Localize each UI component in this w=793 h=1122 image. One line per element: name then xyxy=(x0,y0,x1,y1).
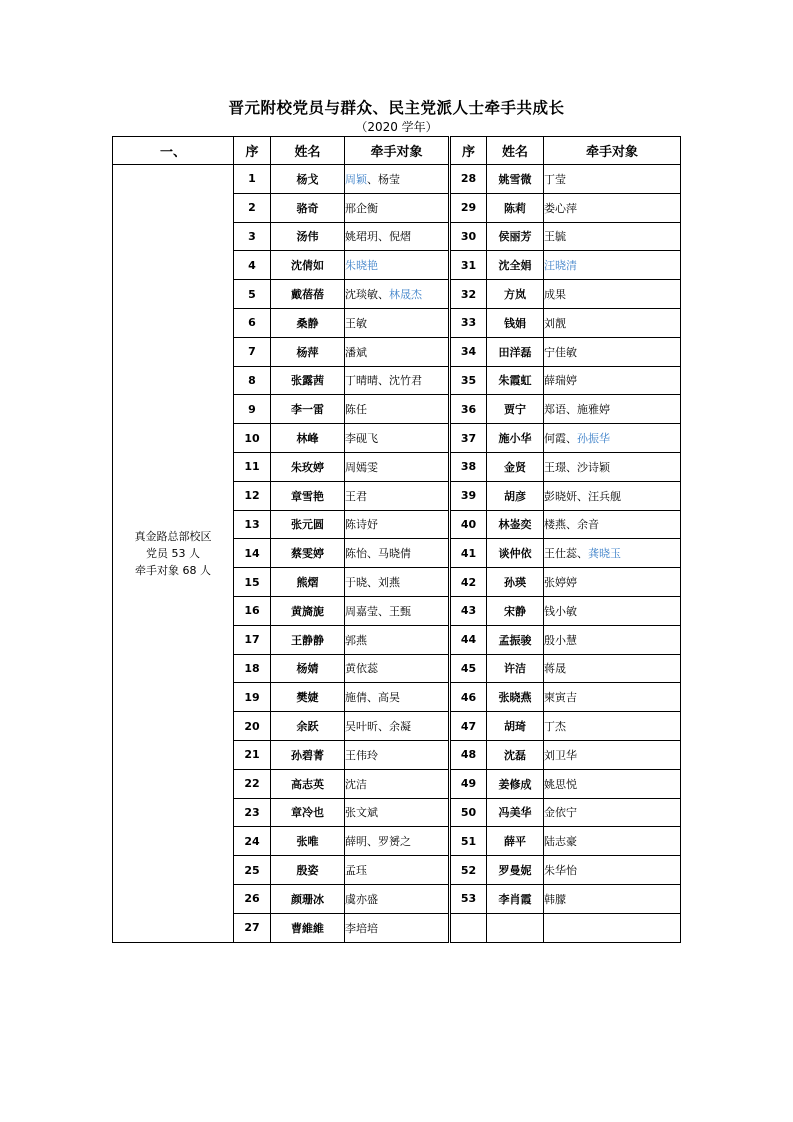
member-name: 颜珊冰 xyxy=(271,884,345,913)
serial-number: 13 xyxy=(234,510,271,539)
member-name: 谈仲依 xyxy=(487,539,544,568)
partner-name: 刘卫华 xyxy=(544,748,577,762)
member-name: 杨戈 xyxy=(271,165,345,194)
member-name: 陈莉 xyxy=(487,193,544,222)
partner-name: 汪晓清 xyxy=(544,259,577,273)
partner-name: 李培培 xyxy=(345,921,378,935)
partners-cell xyxy=(345,452,450,481)
partners-cell xyxy=(544,568,681,597)
serial-number: 30 xyxy=(450,222,487,251)
member-name: 胡彦 xyxy=(487,481,544,510)
partner-name: 丁杰 xyxy=(544,720,566,734)
partner-name: 成果 xyxy=(544,288,566,302)
table-row xyxy=(113,165,681,194)
serial-number: 41 xyxy=(450,539,487,568)
partner-name: 姚珺玥、倪熠 xyxy=(345,230,411,244)
partner-name: 柬寅吉 xyxy=(544,691,577,705)
campus-summary-line: 党员 53 人 xyxy=(146,546,200,560)
partner-name: 楼燕、余音 xyxy=(544,518,599,532)
partner-name: 沈洁 xyxy=(345,777,367,791)
partners-cell xyxy=(345,280,450,309)
partners-cell xyxy=(544,798,681,827)
member-name: 方岚 xyxy=(487,280,544,309)
member-name: 杨婧 xyxy=(271,654,345,683)
member-name: 薛平 xyxy=(487,827,544,856)
partner-name: 丁莹 xyxy=(544,172,566,186)
partner-name: 、杨莹 xyxy=(367,172,400,186)
partners-cell xyxy=(544,222,681,251)
serial-number: 31 xyxy=(450,251,487,280)
member-name: 贾宁 xyxy=(487,395,544,424)
serial-number: 29 xyxy=(450,193,487,222)
partners-cell xyxy=(544,683,681,712)
column-header-name: 姓名 xyxy=(271,137,345,165)
serial-number: 37 xyxy=(450,424,487,453)
partners-cell xyxy=(345,712,450,741)
partners-cell xyxy=(345,366,450,395)
partner-name: 吴叶昕、余凝 xyxy=(345,720,411,734)
serial-number: 12 xyxy=(234,481,271,510)
serial-number: 20 xyxy=(234,712,271,741)
serial-number: 5 xyxy=(234,280,271,309)
serial-number: 28 xyxy=(450,165,487,194)
partners-cell xyxy=(544,481,681,510)
partner-name: 李砚飞 xyxy=(345,432,378,446)
partners-cell xyxy=(345,337,450,366)
member-name: 李肖霞 xyxy=(487,884,544,913)
partner-name: 王仕蕊、 xyxy=(544,547,588,561)
campus-summary-line: 真金路总部校区 xyxy=(134,529,212,543)
partner-name: 林晟杰 xyxy=(389,288,422,302)
partners-cell xyxy=(544,337,681,366)
partners-cell xyxy=(345,596,450,625)
member-name: 姜修成 xyxy=(487,769,544,798)
member-name: 殷姿 xyxy=(271,856,345,885)
partner-name: 周嫣雯 xyxy=(345,460,378,474)
serial-number: 10 xyxy=(234,424,271,453)
partner-name: 郭燕 xyxy=(345,633,367,647)
serial-number: 8 xyxy=(234,366,271,395)
partners-cell xyxy=(345,654,450,683)
partner-name: 张婷婷 xyxy=(544,576,577,590)
partners-cell xyxy=(544,740,681,769)
partners-cell xyxy=(544,395,681,424)
partner-name: 陆志豪 xyxy=(544,835,577,849)
serial-number: 36 xyxy=(450,395,487,424)
partners-cell xyxy=(345,625,450,654)
partners-cell xyxy=(544,251,681,280)
column-header-section: 一、 xyxy=(113,137,234,165)
partner-name: 陈诗妤 xyxy=(345,518,378,532)
partners-cell xyxy=(544,654,681,683)
partners-cell xyxy=(345,308,450,337)
partner-name: 薛瑞婷 xyxy=(544,374,577,388)
partners-cell xyxy=(345,856,450,885)
serial-number: 21 xyxy=(234,740,271,769)
member-name: 蔡雯婷 xyxy=(271,539,345,568)
serial-number: 24 xyxy=(234,827,271,856)
member-name: 孙瑛 xyxy=(487,568,544,597)
partner-name: 蒋晟 xyxy=(544,662,566,676)
member-name: 罗曼妮 xyxy=(487,856,544,885)
partner-name: 钱小敏 xyxy=(544,604,577,618)
partners-cell xyxy=(345,798,450,827)
member-name: 戴蓓蓓 xyxy=(271,280,345,309)
partners-cell xyxy=(345,568,450,597)
member-name: 林崟奕 xyxy=(487,510,544,539)
member-name: 桑静 xyxy=(271,308,345,337)
member-name: 林峰 xyxy=(271,424,345,453)
partner-name: 彭晓妍、汪兵舰 xyxy=(544,489,621,503)
partners-cell xyxy=(345,539,450,568)
member-name: 樊婕 xyxy=(271,683,345,712)
member-name: 章冷也 xyxy=(271,798,345,827)
serial-number: 39 xyxy=(450,481,487,510)
member-name: 张元圆 xyxy=(271,510,345,539)
partners-cell xyxy=(345,683,450,712)
serial-number: 27 xyxy=(234,913,271,942)
partners-cell xyxy=(345,395,450,424)
partners-cell xyxy=(345,913,450,942)
campus-summary-line: 牵手对象 68 人 xyxy=(135,563,211,577)
member-name: 张唯 xyxy=(271,827,345,856)
partner-name: 周嘉莹、王甄 xyxy=(345,604,411,618)
partner-name: 金依宁 xyxy=(544,806,577,820)
member-name: 沈倩如 xyxy=(271,251,345,280)
serial-number: 26 xyxy=(234,884,271,913)
serial-number: 43 xyxy=(450,596,487,625)
column-header-name: 姓名 xyxy=(487,137,544,165)
partner-name: 薛明、罗赟之 xyxy=(345,835,411,849)
partner-name: 王毓 xyxy=(544,230,566,244)
partners-cell xyxy=(544,539,681,568)
serial-number: 52 xyxy=(450,856,487,885)
table-header-row xyxy=(113,137,681,165)
member-name: 张晓燕 xyxy=(487,683,544,712)
member-name: 朱玫婷 xyxy=(271,452,345,481)
partners-cell xyxy=(345,827,450,856)
member-name: 冯美华 xyxy=(487,798,544,827)
member-name: 胡琦 xyxy=(487,712,544,741)
member-name: 骆奇 xyxy=(271,193,345,222)
column-header-partners: 牵手对象 xyxy=(345,137,450,165)
partner-name: 王君 xyxy=(345,489,367,503)
partner-name: 于晓、刘燕 xyxy=(345,576,400,590)
member-name: 孙碧菁 xyxy=(271,740,345,769)
partners-cell xyxy=(345,424,450,453)
serial-number: 23 xyxy=(234,798,271,827)
partners-cell xyxy=(544,625,681,654)
partner-name: 张文斌 xyxy=(345,806,378,820)
page-title: 晋元附校党员与群众、民主党派人士牵手共成长 xyxy=(228,99,565,117)
column-header-no: 序 xyxy=(234,137,271,165)
member-name: 熊熠 xyxy=(271,568,345,597)
member-name: 侯丽芳 xyxy=(487,222,544,251)
member-name: 汤伟 xyxy=(271,222,345,251)
serial-number: 46 xyxy=(450,683,487,712)
serial-number: 1 xyxy=(234,165,271,194)
serial-number: 17 xyxy=(234,625,271,654)
partner-name: 殷小慧 xyxy=(544,633,577,647)
serial-number: 7 xyxy=(234,337,271,366)
partner-name: 韩朦 xyxy=(544,892,566,906)
partner-name: 刘靓 xyxy=(544,316,566,330)
serial-number: 11 xyxy=(234,452,271,481)
partners-cell xyxy=(544,769,681,798)
serial-number: 34 xyxy=(450,337,487,366)
partners-cell xyxy=(544,165,681,194)
partner-name: 龚晓玉 xyxy=(588,547,621,561)
partners-cell xyxy=(544,596,681,625)
partners-cell xyxy=(544,712,681,741)
serial-number: 47 xyxy=(450,712,487,741)
member-name: 金贤 xyxy=(487,452,544,481)
serial-number: 32 xyxy=(450,280,487,309)
partners-cell xyxy=(345,222,450,251)
serial-number: 16 xyxy=(234,596,271,625)
member-name: 钱娟 xyxy=(487,308,544,337)
serial-number: 6 xyxy=(234,308,271,337)
partner-name: 王璟、沙诗颖 xyxy=(544,460,610,474)
partners-cell xyxy=(544,884,681,913)
serial-number: 45 xyxy=(450,654,487,683)
partners-cell xyxy=(345,884,450,913)
member-name: 章雪艳 xyxy=(271,481,345,510)
partners-cell xyxy=(345,165,450,194)
serial-number: 18 xyxy=(234,654,271,683)
column-header-partners: 牵手对象 xyxy=(544,137,681,165)
partner-name: 丁晴晴、沈竹君 xyxy=(345,374,422,388)
partners-cell xyxy=(544,308,681,337)
member-name: 朱霞虹 xyxy=(487,366,544,395)
partner-name: 王伟玲 xyxy=(345,748,378,762)
member-name: 沈全娟 xyxy=(487,251,544,280)
partner-name: 沈琰敏、 xyxy=(345,288,389,302)
partner-name: 娄心萍 xyxy=(544,201,577,215)
partner-name: 孟珏 xyxy=(345,864,367,878)
partners-cell xyxy=(345,769,450,798)
serial-number: 33 xyxy=(450,308,487,337)
serial-number: 38 xyxy=(450,452,487,481)
partner-name: 潘斌 xyxy=(345,345,367,359)
pairing-table xyxy=(112,136,681,943)
serial-number: 49 xyxy=(450,769,487,798)
serial-number: 4 xyxy=(234,251,271,280)
partners-cell xyxy=(345,481,450,510)
partners-cell xyxy=(544,913,681,942)
partners-cell xyxy=(345,193,450,222)
partners-cell xyxy=(345,740,450,769)
partners-cell xyxy=(544,366,681,395)
serial-number: 9 xyxy=(234,395,271,424)
partner-name: 孙振华 xyxy=(577,432,610,446)
member-name: 黄旖旎 xyxy=(271,596,345,625)
partner-name: 王敏 xyxy=(345,316,367,330)
serial-number: 19 xyxy=(234,683,271,712)
page-subtitle: （2020 学年） xyxy=(355,120,438,134)
partner-name: 周颖 xyxy=(345,172,367,186)
campus-summary xyxy=(113,165,234,943)
partner-name: 施倩、高昊 xyxy=(345,691,400,705)
serial-number: 22 xyxy=(234,769,271,798)
serial-number: 44 xyxy=(450,625,487,654)
partner-name: 陈任 xyxy=(345,403,367,417)
partners-cell xyxy=(544,280,681,309)
member-name: 田洋磊 xyxy=(487,337,544,366)
member-name: 施小华 xyxy=(487,424,544,453)
serial-number: 15 xyxy=(234,568,271,597)
serial-number: 3 xyxy=(234,222,271,251)
serial-number: 14 xyxy=(234,539,271,568)
partners-cell xyxy=(544,424,681,453)
member-name: 曹維維 xyxy=(271,913,345,942)
partners-cell xyxy=(544,827,681,856)
partner-name: 陈怡、马晓倩 xyxy=(345,547,411,561)
partner-name: 宁佳敏 xyxy=(544,345,577,359)
partner-name: 郑语、施雅婷 xyxy=(544,403,610,417)
partners-cell xyxy=(544,193,681,222)
serial-number: 51 xyxy=(450,827,487,856)
serial-number: 50 xyxy=(450,798,487,827)
partner-name: 虞亦盛 xyxy=(345,892,378,906)
serial-number: 35 xyxy=(450,366,487,395)
serial-number: 42 xyxy=(450,568,487,597)
serial-number: 2 xyxy=(234,193,271,222)
member-name: 宋静 xyxy=(487,596,544,625)
serial-number: 40 xyxy=(450,510,487,539)
member-name: 余跃 xyxy=(271,712,345,741)
partner-name: 姚思悦 xyxy=(544,777,577,791)
serial-number xyxy=(450,913,487,942)
serial-number: 48 xyxy=(450,740,487,769)
member-name: 杨萍 xyxy=(271,337,345,366)
member-name: 李一雷 xyxy=(271,395,345,424)
member-name xyxy=(487,913,544,942)
partners-cell xyxy=(544,452,681,481)
partner-name: 朱华怡 xyxy=(544,864,577,878)
partner-name: 邢企衡 xyxy=(345,201,378,215)
member-name: 张露茜 xyxy=(271,366,345,395)
partners-cell xyxy=(544,510,681,539)
member-name: 高志英 xyxy=(271,769,345,798)
partners-cell xyxy=(544,856,681,885)
partner-name: 何霞、 xyxy=(544,432,577,446)
partner-name: 黄依蕊 xyxy=(345,662,378,676)
member-name: 王静静 xyxy=(271,625,345,654)
serial-number: 25 xyxy=(234,856,271,885)
member-name: 孟振骏 xyxy=(487,625,544,654)
member-name: 沈磊 xyxy=(487,740,544,769)
member-name: 姚雪微 xyxy=(487,165,544,194)
partner-name: 朱晓艳 xyxy=(345,259,378,273)
partners-cell xyxy=(345,510,450,539)
column-header-no: 序 xyxy=(450,137,487,165)
partners-cell xyxy=(345,251,450,280)
serial-number: 53 xyxy=(450,884,487,913)
member-name: 许洁 xyxy=(487,654,544,683)
